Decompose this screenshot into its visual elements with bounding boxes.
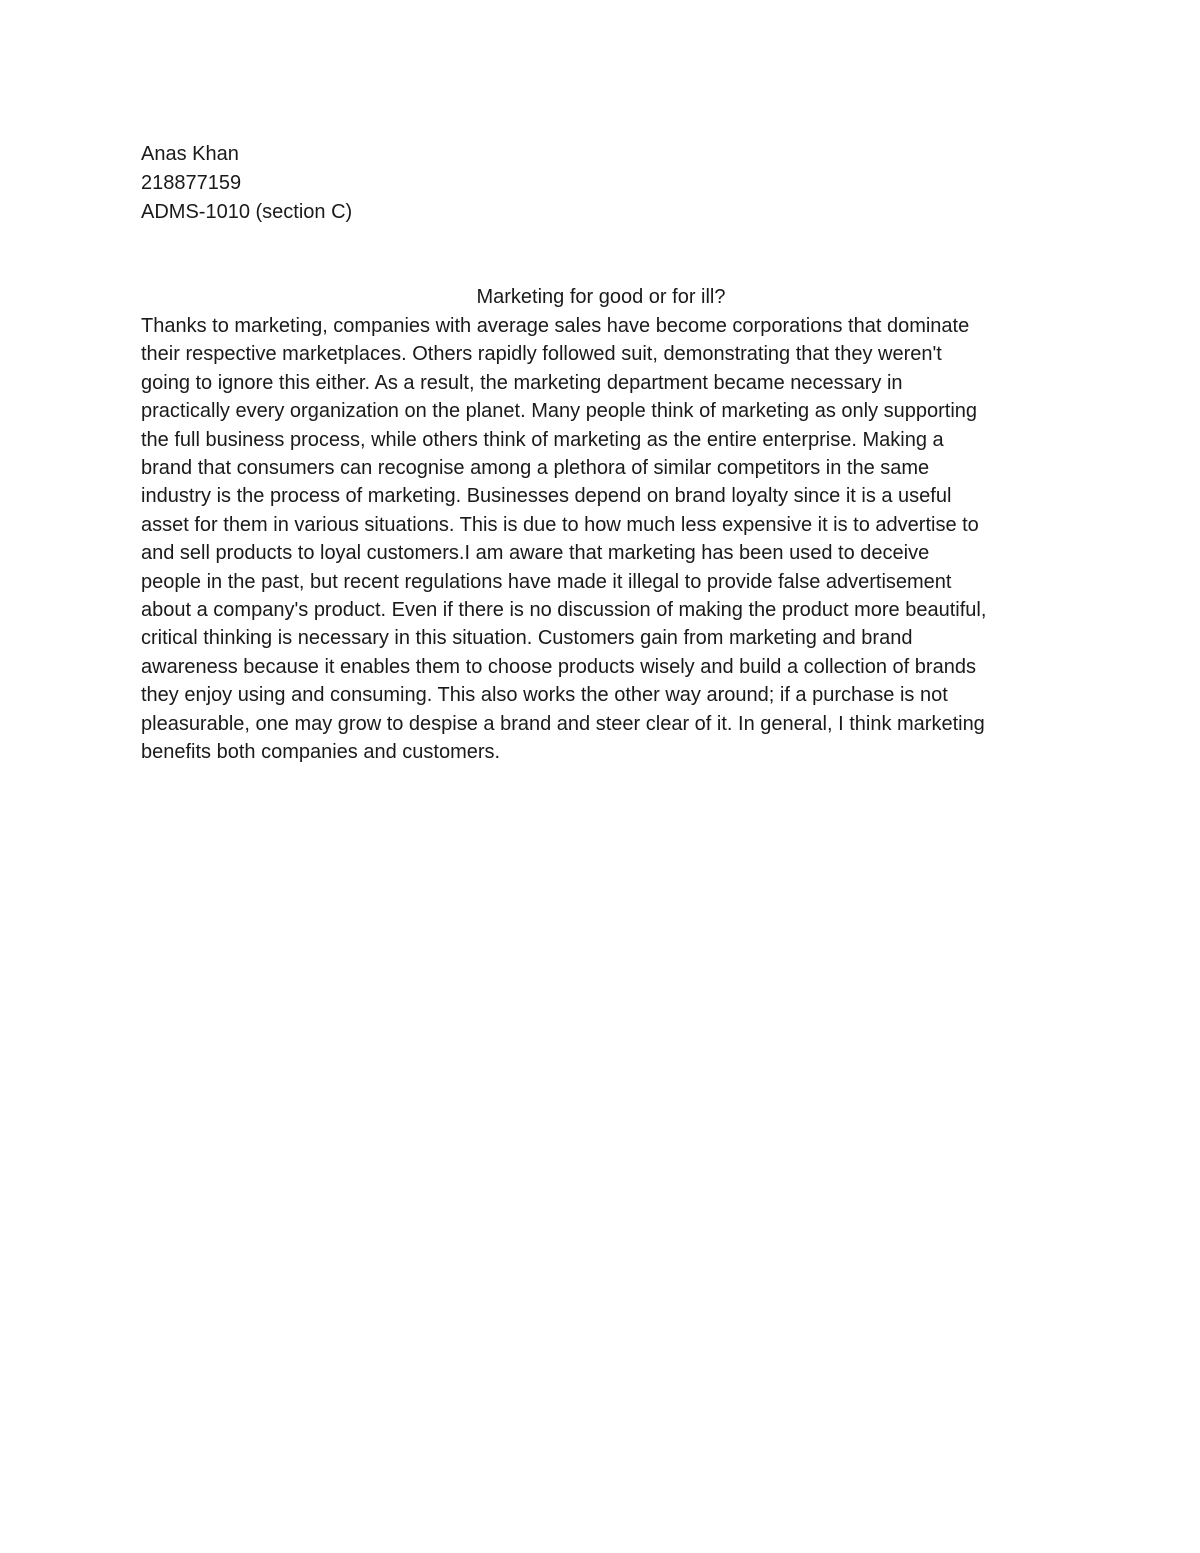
body-line: going to ignore this either. As a result, the marketing department became necessary in bbox=[141, 371, 903, 394]
body-line: asset for them in various situations. This is due to how much less expensive it is to advertise to bbox=[141, 513, 979, 536]
body-line: critical thinking is necessary in this situation. Customers gain from marketing and brand bbox=[141, 627, 913, 650]
body-line: people in the past, but recent regulations have made it illegal to provide false advertisement bbox=[141, 570, 952, 593]
body-line: they enjoy using and consuming. This also works the other way around; if a purchase is not bbox=[141, 684, 948, 707]
essay-body bbox=[141, 312, 1061, 767]
body-line: and sell products to loyal customers.I am aware that marketing has been used to deceive bbox=[141, 542, 930, 565]
body-line: practically every organization on the planet. Many people think of marketing as only supporting bbox=[141, 400, 978, 423]
body-line: brand that consumers can recognise among a plethora of similar competitors in the same bbox=[141, 457, 930, 480]
student-id: 218877159 bbox=[141, 172, 242, 194]
document-header bbox=[141, 140, 1061, 227]
body-line: the full business process, while others think of marketing as the entire enterprise. Making a bbox=[141, 428, 944, 451]
body-line: about a company's product. Even if there is no discussion of making the product more beautiful, bbox=[141, 599, 987, 622]
body-line: pleasurable, one may grow to despise a brand and steer clear of it. In general, I think marketing bbox=[141, 712, 985, 735]
body-line: awareness because it enables them to choose products wisely and build a collection of brands bbox=[141, 655, 976, 678]
body-line: Thanks to marketing, companies with average sales have become corporations that dominate bbox=[141, 315, 970, 337]
body-line: benefits both companies and customers. bbox=[141, 741, 501, 764]
author-name: Anas Khan bbox=[141, 143, 239, 165]
body-line: industry is the process of marketing. Businesses depend on brand loyalty since it is a useful bbox=[141, 485, 952, 508]
course-section: ADMS-1010 (section C) bbox=[141, 201, 353, 223]
body-line: their respective marketplaces. Others rapidly followed suit, demonstrating that they weren't bbox=[141, 343, 942, 366]
essay-title: Marketing for good or for ill? bbox=[476, 286, 726, 308]
